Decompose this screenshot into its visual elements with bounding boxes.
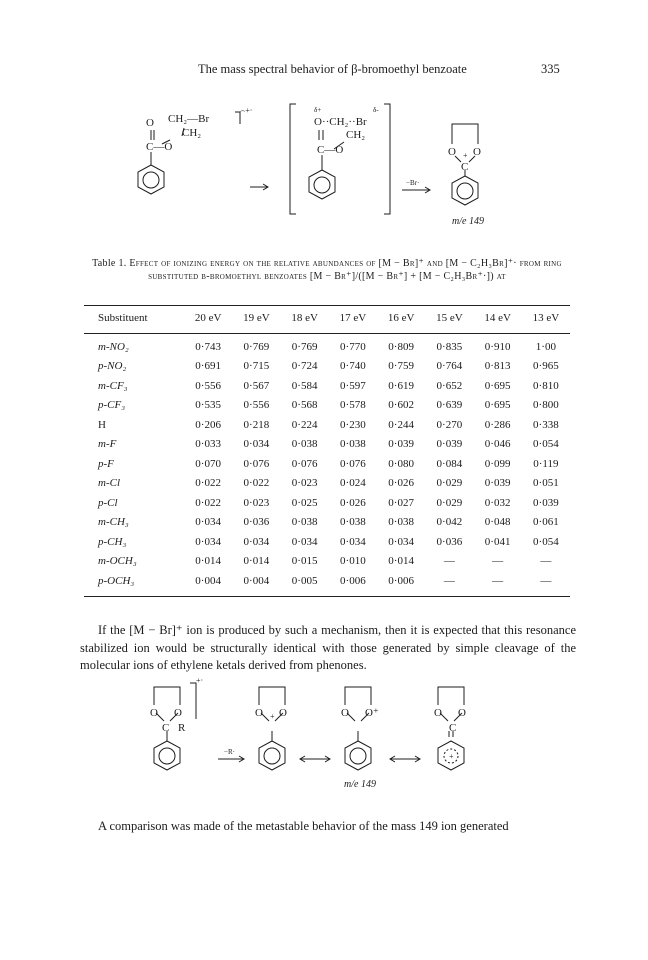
substituent-cell: m-NO₂ (98, 340, 129, 353)
abundance-cell: 0·695 (484, 399, 511, 412)
ion1-oxygen-right: O (279, 707, 287, 719)
abundance-cell: 0·025 (291, 496, 318, 509)
bracket-co-label: C—O (317, 144, 344, 156)
abundance-cell: 0·036 (243, 516, 270, 529)
abundance-cell: 0·039 (436, 438, 463, 451)
loss-arrow (402, 187, 430, 193)
abundance-cell: 0·619 (388, 379, 414, 392)
abundance-cell: 0·038 (291, 438, 318, 451)
abundance-cell: 0·023 (243, 496, 270, 509)
abundance-cell: 0·022 (243, 477, 270, 490)
table-body (84, 337, 570, 591)
abundance-cell: 0·014 (195, 555, 221, 568)
table-caption-text: Effect of ionizing energy on the relative abundances of [M − Br]⁺ and [M − C₂H₃Br]⁺· from ring substituted β-bromoethyl benzoates [M − Br⁺]/([M − Br⁺] + [M − C₂H₃Br⁺·]) at (129, 258, 562, 282)
abundance-cell: 0·691 (195, 360, 221, 373)
table-row (84, 532, 570, 552)
abundance-cell: 0·076 (340, 457, 366, 470)
abundance-cell: 0·048 (484, 516, 511, 529)
abundance-cell: 0·800 (533, 399, 559, 412)
delta-plus: δ+ (314, 106, 322, 114)
substituent-cell: p-OCH₃ (98, 574, 135, 587)
substituent-cell: m-OCH₃ (98, 555, 137, 568)
abundance-cell: 0·584 (291, 379, 318, 392)
ion2-oxygen-left: O (341, 707, 349, 719)
ethylene-ketal-structure (154, 683, 196, 770)
abundance-cell: 0·119 (533, 457, 559, 470)
abundance-cell: 0·026 (388, 477, 414, 490)
abundance-cell: 0·004 (195, 574, 221, 587)
table-row (84, 415, 570, 435)
abundance-cell: 0·034 (243, 438, 270, 451)
abundance-cell: 0·014 (388, 555, 414, 568)
reaction-arrow (250, 184, 268, 190)
abundance-cell: 0·022 (195, 477, 221, 490)
abundance-cell: 0·809 (388, 340, 414, 353)
abundance-cell: 0·046 (484, 438, 511, 451)
abundance-cell: 0·084 (436, 457, 463, 470)
abundance-cell: 0·014 (243, 555, 270, 568)
abundance-cell: 0·034 (195, 535, 221, 548)
abundance-cell: 0·080 (388, 457, 414, 470)
abundance-cell: 0·218 (243, 418, 270, 431)
body-paragraph-continued: A comparison was made of the metastable behavior of the mass 149 ion generated (98, 819, 509, 833)
resonance-arrow (390, 756, 420, 762)
abundance-cell: 0·006 (388, 574, 414, 587)
column-header: 13 eV (532, 312, 560, 324)
substituent-cell: m-CF₃ (98, 379, 128, 392)
column-header: 20 eV (194, 312, 222, 324)
abundance-cell: 0·338 (533, 418, 559, 431)
abundance-cell: 0·029 (436, 477, 463, 490)
ketal-charge: +· (196, 676, 204, 685)
abundance-cell: 0·965 (533, 360, 559, 373)
abundance-cell: 0·076 (291, 457, 318, 470)
abundance-cell: 0·770 (340, 340, 366, 353)
column-header: 15 eV (436, 312, 463, 324)
abundance-cell: 0·034 (388, 535, 414, 548)
abundance-cell: 0·652 (436, 379, 463, 392)
ch2-label: CH₂ (182, 127, 202, 139)
column-header: Substituent (98, 312, 148, 324)
abundance-cell: 0·034 (243, 535, 270, 548)
column-header: 16 eV (387, 312, 415, 324)
radical-cation-charge: ⌢+· (240, 106, 253, 115)
abundance-cell: 0·022 (195, 496, 221, 509)
ketal-carbon: C (162, 722, 170, 734)
ketal-r-group: R (178, 722, 186, 734)
carbonyl-oxygen: O (146, 117, 154, 129)
abundance-table (84, 307, 570, 591)
abundance-cell: 0·032 (484, 496, 511, 509)
reaction-scheme-1 (100, 92, 500, 227)
abundance-cell: 0·004 (243, 574, 270, 587)
abundance-cell: 0·027 (388, 496, 414, 509)
table-row (84, 474, 570, 494)
abundance-cell: 0·039 (533, 496, 559, 509)
abundance-cell: 0·038 (388, 516, 414, 529)
abundance-cell: 0·813 (484, 360, 511, 373)
resonance-arrow (300, 756, 330, 762)
bracket-ch2-label: CH₂ (346, 129, 366, 141)
loss-label: −Br· (406, 179, 420, 187)
column-header: 14 eV (484, 312, 511, 324)
abundance-cell: 0·015 (291, 555, 318, 568)
abundance-cell: 0·024 (340, 477, 366, 490)
abundance-cell: 0·597 (340, 379, 366, 392)
abundance-cell: 0·061 (533, 516, 559, 529)
abundance-cell: 0·041 (484, 535, 511, 548)
abundance-cell: 0·054 (533, 535, 559, 548)
reaction-scheme-2 (140, 675, 500, 795)
abundance-cell: 0·567 (243, 379, 270, 392)
abundance-cell: 0·743 (195, 340, 221, 353)
abundance-cell: 0·695 (484, 379, 511, 392)
page-number: 335 (541, 62, 560, 76)
ion1-charge: + (270, 712, 275, 721)
abundance-cell: 0·740 (340, 360, 366, 373)
abundance-cell: 0·835 (436, 340, 463, 353)
substituent-cell: p-NO₂ (98, 360, 127, 373)
abundance-cell: 0·029 (436, 496, 463, 509)
abundance-cell: 0·759 (388, 360, 414, 373)
ion3-oxygen-left: O (434, 707, 442, 719)
abundance-cell: 0·006 (340, 574, 366, 587)
abundance-cell: 0·036 (436, 535, 463, 548)
substituent-cell: p-Cl (98, 496, 118, 509)
abundance-cell: 0·005 (291, 574, 318, 587)
product-charge: + (463, 151, 468, 160)
column-header: 17 eV (339, 312, 367, 324)
ion-mass: m/e 149 (344, 779, 376, 790)
abundance-cell: — (443, 574, 455, 587)
abundance-cell: 0·224 (291, 418, 318, 431)
substituent-cell: p-CF₃ (98, 399, 126, 412)
ion3-carbon: C (449, 722, 457, 734)
table-caption (84, 257, 570, 283)
table-row (84, 571, 570, 591)
table-bottom-rule (84, 596, 570, 597)
column-header: 18 eV (291, 312, 318, 324)
loss-arrow (218, 756, 244, 762)
substituent-cell: p-F (98, 457, 114, 470)
body-paragraph: If the [M − Br]⁺ ion is produced by such a mechanism, then it is expected that this resonance stabilized ion would be structurally identical with those generated by simple cleavage of the molecular ions of ethylene ketals derived from phenones. (80, 623, 576, 672)
ketal-oxygen-left: O (150, 707, 158, 719)
abundance-cell: — (540, 574, 552, 587)
abundance-cell: 0·639 (436, 399, 463, 412)
resonance-form-1 (259, 687, 285, 770)
running-title: The mass spectral behavior of β-bromoethyl benzoate (198, 62, 467, 76)
abundance-cell: 0·054 (533, 438, 559, 451)
abundance-cell: — (492, 555, 504, 568)
abundance-cell: 0·556 (243, 399, 270, 412)
abundance-cell: 0·033 (195, 438, 221, 451)
table-row (84, 376, 570, 396)
abundance-cell: 0·039 (484, 477, 511, 490)
abundance-cell: 0·034 (195, 516, 221, 529)
abundance-cell: 0·764 (436, 360, 463, 373)
abundance-cell: 0·038 (291, 516, 318, 529)
table-row (84, 337, 570, 357)
table-top-rule (84, 305, 570, 306)
abundance-cell: 0·568 (291, 399, 318, 412)
ester-co-label: C—O (146, 141, 173, 153)
abundance-cell: 0·724 (291, 360, 318, 373)
abundance-cell: 0·230 (340, 418, 366, 431)
abundance-cell: 0·076 (243, 457, 270, 470)
loss-label: −R· (224, 748, 235, 756)
table-row (84, 454, 570, 474)
abundance-cell: 0·038 (340, 516, 366, 529)
column-header: 19 eV (243, 312, 270, 324)
abundance-cell: 0·010 (340, 555, 366, 568)
table-row (84, 357, 570, 377)
abundance-cell: — (540, 555, 552, 568)
table-row (84, 552, 570, 572)
abundance-cell: 0·578 (340, 399, 366, 412)
product-oxygen-right: O (473, 146, 481, 158)
product-oxygen-left: O (448, 146, 456, 158)
table-row (84, 493, 570, 513)
table-label: Table 1. (92, 258, 127, 269)
abundance-cell: 0·034 (340, 535, 366, 548)
abundance-cell: 0·556 (195, 379, 221, 392)
ch2br-label: CH₂—Br (168, 113, 210, 125)
substituent-cell: p-CH₃ (98, 535, 127, 548)
abundance-cell: 0·042 (436, 516, 463, 529)
abundance-cell: 0·602 (388, 399, 414, 412)
ketal-oxygen-right: O (174, 707, 182, 719)
bridged-bond-label: O··CH₂··Br (314, 116, 367, 128)
abundance-cell: 0·099 (484, 457, 511, 470)
delta-minus: δ- (373, 106, 379, 114)
ion3-ring-charge: + (449, 752, 454, 761)
abundance-cell: 0·070 (195, 457, 221, 470)
substituent-cell: m-F (98, 438, 117, 451)
ion2-oxonium: O⁺ (365, 707, 379, 719)
abundance-cell: 0·769 (291, 340, 318, 353)
table-row (84, 435, 570, 455)
product-carbon: C (461, 161, 469, 173)
abundance-cell: 0·034 (291, 535, 318, 548)
abundance-cell: 0·715 (243, 360, 270, 373)
abundance-cell: 0·535 (195, 399, 221, 412)
abundance-cell: 0·244 (388, 418, 414, 431)
abundance-cell: 0·270 (436, 418, 463, 431)
abundance-cell: 0·051 (533, 477, 559, 490)
abundance-cell: 0·910 (484, 340, 511, 353)
substituent-cell: m-Cl (98, 477, 120, 490)
abundance-cell: 0·039 (388, 438, 414, 451)
table-header-row (84, 307, 570, 329)
resonance-form-2 (345, 687, 371, 770)
ion1-oxygen-left: O (255, 707, 263, 719)
product-mass: m/e 149 (452, 216, 484, 227)
abundance-cell: 0·810 (533, 379, 559, 392)
abundance-cell: 0·206 (195, 418, 221, 431)
table-row (84, 396, 570, 416)
table-row (84, 513, 570, 533)
ion3-oxygen-right: O (458, 707, 466, 719)
substituent-cell: m-CH₃ (98, 516, 129, 529)
substituent-cell: H (98, 418, 106, 431)
abundance-cell: 0·769 (243, 340, 270, 353)
abundance-cell: 0·286 (484, 418, 511, 431)
abundance-cell: — (443, 555, 455, 568)
abundance-cell: 0·038 (340, 438, 366, 451)
abundance-cell: 0·023 (291, 477, 318, 490)
abundance-cell: — (492, 574, 504, 587)
abundance-cell: 0·026 (340, 496, 366, 509)
abundance-cell: 1·00 (535, 340, 556, 353)
